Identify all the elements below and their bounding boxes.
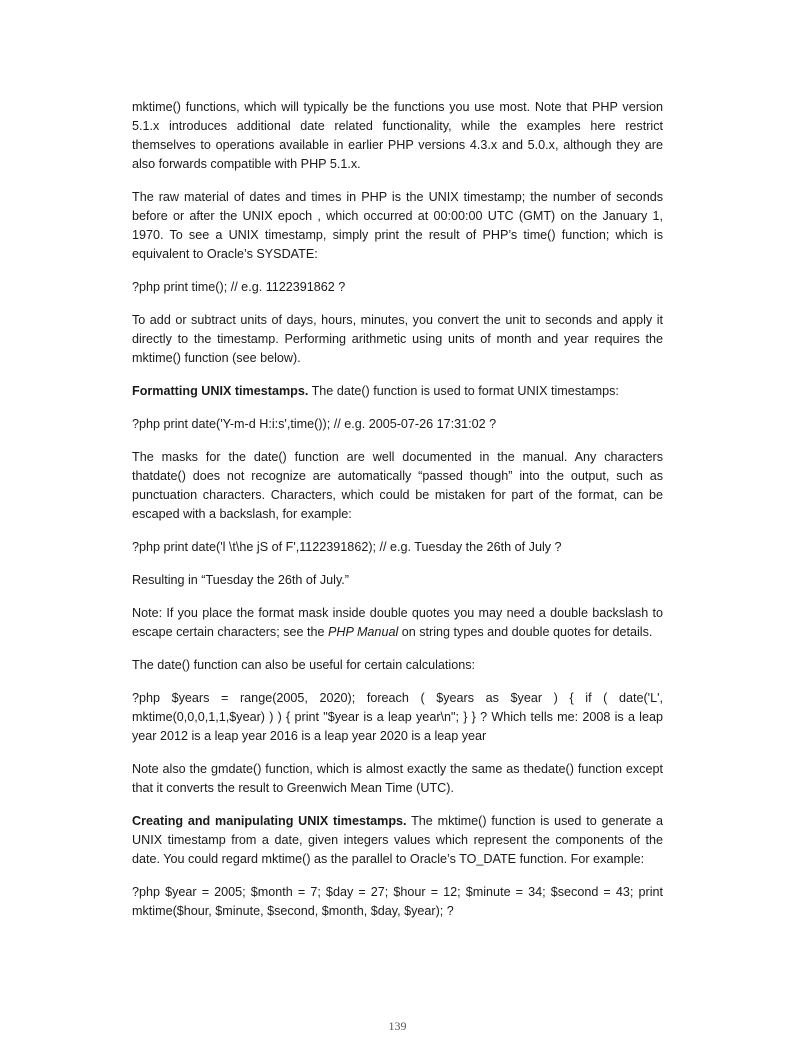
note-text-start: Note: If you place the format mask inside double quotes you may need a double backslash to escape certain characters; see the bbox=[132, 606, 663, 639]
heading-creating: Creating and manipulating UNIX timestamps. bbox=[132, 814, 407, 828]
php-manual-reference: PHP Manual bbox=[328, 625, 399, 639]
paragraph-masks: The masks for the date() function are well documented in the manual. Any characters thatdate() does not recognize are automatically “passed though” into the output, such as punctuation characters. Characters, which could be mistaken for part of the format, can be escaped with a backslash, for example: bbox=[132, 450, 663, 521]
paragraph-calculations: The date() function can also be useful for certain calculations: bbox=[132, 658, 476, 672]
code-escaped-date: ?php print date('l \t\he jS of F',1122391862); // e.g. Tuesday the 26th of July ? bbox=[132, 540, 562, 554]
paragraph-creating-text: The mktime() function is used to generate a UNIX timestamp from a date, given integers values which represent the components of the date. You could regard mktime() as the parallel to Oracle’s TO_DATE function. For example: bbox=[132, 814, 663, 866]
paragraph-result: Resulting in “Tuesday the 26th of July.” bbox=[132, 573, 350, 587]
code-print-date: ?php print date('Y-m-d H:i:s',time()); // e.g. 2005-07-26 17:31:02 ? bbox=[132, 417, 497, 431]
page-number: 139 bbox=[388, 1019, 407, 1033]
code-mktime-example: ?php $year = 2005; $month = 7; $day = 27; $hour = 12; $minute = 34; $second = 43; print mktime($hour, $minute, $second, $month, $day, $year); ? bbox=[132, 885, 663, 918]
paragraph-arithmetic: To add or subtract units of days, hours, minutes, you convert the unit to seconds and apply it directly to the timestamp. Performing arithmetic using units of month and year requires the mktime() function (see below). bbox=[132, 313, 663, 365]
paragraph-formatting-text: The date() function is used to format UNIX timestamps: bbox=[308, 384, 619, 398]
paragraph-formatting bbox=[132, 382, 663, 401]
code-leap-year: ?php $years = range(2005, 2020); foreach ( $years as $year ) { if ( date('L', mktime(0,0,0,1,1,$year) ) ) { print "$year is a leap year\n"; } } ? Which tells me: 2008 is a leap year 2012 is a leap year 2016 is a leap year 2020 is a leap year bbox=[132, 691, 663, 743]
paragraph-gmdate: Note also the gmdate() function, which is almost exactly the same as thedate() function except that it converts the result to Greenwich Mean Time (UTC). bbox=[132, 762, 663, 795]
paragraph-note-quotes bbox=[132, 604, 663, 642]
note-text-end: on string types and double quotes for details. bbox=[398, 625, 653, 639]
paragraph-creating-timestamps bbox=[132, 812, 663, 869]
code-print-time: ?php print time(); // e.g. 1122391862 ? bbox=[132, 280, 346, 294]
paragraph-mktime-intro: mktime() functions, which will typically be the functions you use most. Note that PHP version 5.1.x introduces additional date related functionality, while the examples here restrict themselves to operations available in earlier PHP versions 4.3.x and 5.0.x, although they are also forwards compatible with PHP 5.1.x. bbox=[132, 100, 663, 171]
heading-formatting: Formatting UNIX timestamps. bbox=[132, 384, 309, 398]
paragraph-unix-timestamp: The raw material of dates and times in PHP is the UNIX timestamp; the number of seconds before or after the UNIX epoch , which occurred at 00:00:00 UTC (GMT) on the January 1, 1970. To see a UNIX timestamp, simply print the result of PHP’s time() function; which is equivalent to Oracle’s SYSDATE: bbox=[132, 190, 663, 261]
page-body bbox=[132, 98, 663, 935]
